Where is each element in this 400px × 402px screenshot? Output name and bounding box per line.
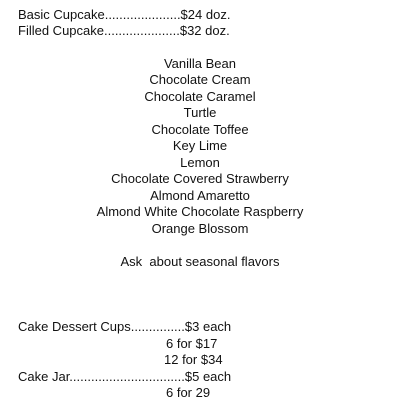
flavor-item: Chocolate Toffee [151,122,249,137]
flavor-item: Almond Amaretto [150,188,250,203]
flavor-item: Chocolate Cream [149,72,251,87]
cake-jar-tier: 6 for 29 [166,385,211,400]
flavor-item: Orange Blossom [151,221,249,236]
filled-cupcake-price: Filled Cupcake.....................$32 doz. [18,23,230,38]
flavor-item: Vanilla Bean [163,56,237,71]
flavor-item: Chocolate Covered Strawberry [111,171,289,186]
cake-dessert-cups-tier: 12 for $34 [164,352,223,367]
cake-dessert-cups-price: Cake Dessert Cups...............$3 each [18,319,232,334]
flavor-item: Almond White Chocolate Raspberry [96,204,304,219]
cake-dessert-cups-tier: 6 for $17 [166,336,218,351]
seasonal-note: Ask about seasonal flavors [120,254,280,269]
flavor-item: Turtle [183,105,217,120]
cake-jar-price: Cake Jar................................$5 each [18,369,232,384]
flavor-item: Key Lime [172,138,228,153]
flavor-item: Lemon [180,155,220,170]
basic-cupcake-price: Basic Cupcake.....................$24 doz. [18,7,231,22]
flavor-item: Chocolate Caramel [144,89,256,104]
